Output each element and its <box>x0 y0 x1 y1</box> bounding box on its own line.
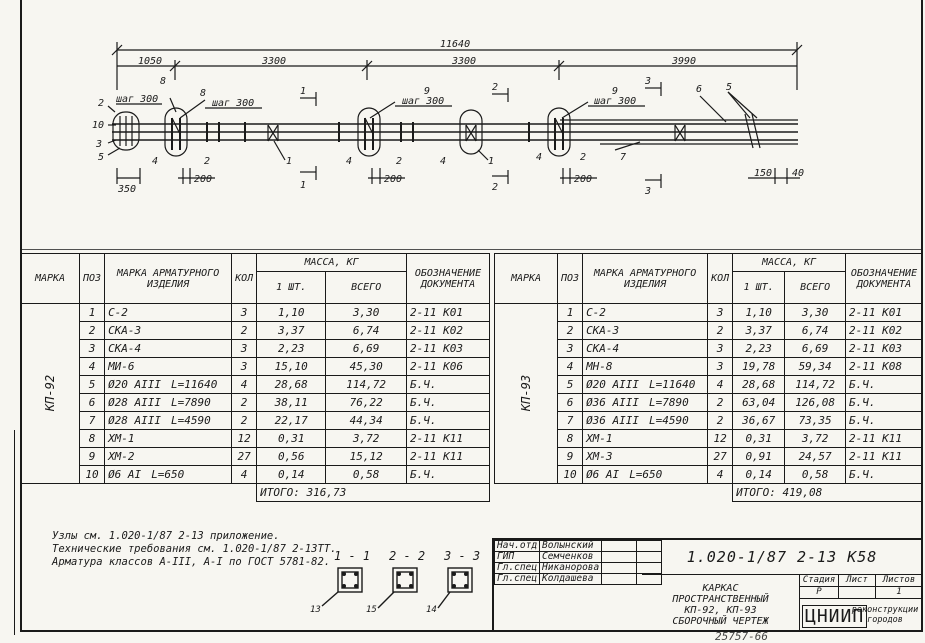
table-row: 8 ХМ-1 12 0,31 3,72 2-11 К11 <box>495 430 923 448</box>
total-kp93: ИТОГО: 419,08 <box>733 484 923 502</box>
table-row: 4 МН-8 3 19,78 59,34 2-11 К08 <box>495 358 923 376</box>
table-row: 6 Ø36 АIII L=7890 2 63,04 126,08 Б.Ч. <box>495 394 923 412</box>
col-qty: КОЛ <box>708 254 733 304</box>
signature-row: Нач.отд Волынский <box>495 541 662 552</box>
frame-mark: КП-92 <box>21 304 80 484</box>
total-kp92: ИТОГО: 316,73 <box>257 484 490 502</box>
org-name: реконструкции городов <box>851 605 919 625</box>
note-line: Арматура классов А-III, А-I по ГОСТ 5781-82. <box>52 556 331 568</box>
table-row: 3 СКА-4 3 2,23 6,69 2-11 К03 <box>495 340 923 358</box>
section-mark: 1 <box>300 180 307 191</box>
section-mark: 2 <box>492 182 499 193</box>
section-mark: 3 <box>645 76 652 87</box>
callout: 9 <box>612 86 619 97</box>
frame-mark: КП-93 <box>495 304 558 484</box>
callout: 2 <box>204 156 211 167</box>
sheet-value <box>839 587 876 599</box>
col-mass-total: ВСЕГО <box>326 272 407 304</box>
table-row: 6 Ø28 АIII L=7890 2 38,11 76,22 Б.Ч. <box>21 394 490 412</box>
cross-sections <box>300 540 490 615</box>
table-row: 7 Ø36 АIII L=4590 2 36,67 73,35 Б.Ч. <box>495 412 923 430</box>
col-mark: МАРКА <box>21 254 80 304</box>
small-dim-label: 200 <box>574 174 593 185</box>
table-row: КП-92 1 С-2 3 1,10 3,30 2-11 К01 <box>21 304 490 322</box>
dim-label: 3300 <box>262 56 287 67</box>
callout: 8 <box>160 76 167 87</box>
stage-header: Стадия <box>800 575 839 587</box>
section-label: 2 - 2 <box>389 549 426 563</box>
section-mark: 1 <box>300 86 307 97</box>
small-dim-label: 40 <box>792 168 805 179</box>
table-row: 8 ХМ-1 12 0,31 3,72 2-11 К11 <box>21 430 490 448</box>
sheets-header: Листов <box>876 575 922 587</box>
col-pos: ПОЗ <box>558 254 583 304</box>
callout: 4 <box>152 156 159 167</box>
document-code: 1.020-1/87 2-13 К58 <box>686 548 878 566</box>
col-pos: ПОЗ <box>80 254 105 304</box>
callout: 2 <box>98 98 105 109</box>
callout: 4 <box>346 156 353 167</box>
section-mark: 3 <box>645 186 652 197</box>
dim-label: 3990 <box>672 56 697 67</box>
callout: 4 <box>440 156 447 167</box>
col-mass-unit: 1 ШТ. <box>733 272 785 304</box>
table-row: 5 Ø20 АIII L=11640 4 28,68 114,72 Б.Ч. <box>495 376 923 394</box>
side-strip <box>0 430 15 635</box>
table-row: 5 Ø20 АIII L=11640 4 28,68 114,72 Б.Ч. <box>21 376 490 394</box>
org-logo: ЦНИИП <box>802 605 867 628</box>
step-label: шаг 300 <box>212 98 255 109</box>
table-row: 4 МИ-6 3 15,10 45,30 2-11 К06 <box>21 358 490 376</box>
callout: 1 <box>488 156 495 167</box>
section-label: 3 - 3 <box>444 549 481 563</box>
callout: 4 <box>536 152 543 163</box>
callout: 7 <box>620 152 627 163</box>
callout: 9 <box>424 86 431 97</box>
table-row: 2 СКА-3 2 3,37 6,74 2-11 К02 <box>495 322 923 340</box>
callout: 1 <box>286 156 293 167</box>
col-qty: КОЛ <box>232 254 257 304</box>
col-mass: МАССА, КГ <box>257 254 407 272</box>
drawing-title: КАРКАС ПРОСТРАНСТВЕННЫЙ КП-92, КП-93 СБОРОЧНЫЙ ЧЕРТЕЖ <box>642 574 800 632</box>
section-label: 1 - 1 <box>334 549 371 563</box>
small-dim-label: 200 <box>384 174 403 185</box>
dim-label: 1050 <box>138 56 163 67</box>
callout: 10 <box>92 120 105 131</box>
table-row: 10 Ø6 АI L=650 4 0,14 0,58 Б.Ч. <box>495 466 923 484</box>
step-label: шаг 300 <box>594 96 637 107</box>
small-dim-label: 350 <box>118 184 137 195</box>
section-callout: 13 <box>310 605 321 615</box>
callout: 5 <box>98 152 105 163</box>
col-item: МАРКА АРМАТУРНОГО ИЗДЕЛИЯ <box>105 254 232 304</box>
step-label: шаг 300 <box>116 94 159 105</box>
notes <box>52 530 336 569</box>
callout: 6 <box>696 84 703 95</box>
table-row: 10 Ø6 АI L=650 4 0,14 0,58 Б.Ч. <box>21 466 490 484</box>
signature-row: Гл.спец Никанорова <box>495 563 662 574</box>
small-dim-label: 200 <box>194 174 213 185</box>
col-doc: ОБОЗНАЧЕНИЕ ДОКУМЕНТА <box>846 254 923 304</box>
note-line: Технические требования см. 1.020-1/87 2-13ТТ. <box>52 543 337 555</box>
table-row: 3 СКА-4 3 2,23 6,69 2-11 К03 <box>21 340 490 358</box>
spec-table-kp93 <box>494 253 923 502</box>
callout: 3 <box>96 139 103 150</box>
sheets-value: 1 <box>876 587 922 599</box>
col-mass-total: ВСЕГО <box>785 272 846 304</box>
table-row: КП-93 1 С-2 3 1,10 3,30 2-11 К01 <box>495 304 923 322</box>
table-row: 9 ХМ-2 27 0,56 15,12 2-11 К11 <box>21 448 490 466</box>
col-item: МАРКА АРМАТУРНОГО ИЗДЕЛИЯ <box>583 254 708 304</box>
spec-table-kp92 <box>20 253 490 502</box>
callout: 2 <box>580 152 587 163</box>
note-line: Узлы см. 1.020-1/87 2-13 приложение. <box>52 530 280 542</box>
table-row: 7 Ø28 АIII L=4590 2 22,17 44,34 Б.Ч. <box>21 412 490 430</box>
col-mass-unit: 1 ШТ. <box>257 272 326 304</box>
stage-value: Р <box>800 587 839 599</box>
signatures-table <box>494 540 662 585</box>
frame-elevation-drawing <box>0 0 925 250</box>
section-mark: 2 <box>492 82 499 93</box>
title-block <box>492 538 923 632</box>
dim-label: 3300 <box>452 56 477 67</box>
table-row: 9 ХМ-3 27 0,91 24,57 2-11 К11 <box>495 448 923 466</box>
callout: 8 <box>200 88 207 99</box>
table-row: 2 СКА-3 2 3,37 6,74 2-11 К02 <box>21 322 490 340</box>
overall-dim-label: 11640 <box>440 39 471 50</box>
section-callout: 14 <box>426 605 437 615</box>
small-dim-label: 150 <box>754 168 773 179</box>
callout: 2 <box>396 156 403 167</box>
col-mark: МАРКА <box>495 254 558 304</box>
signature-row: Гл.спец Колдашева <box>495 574 662 585</box>
archive-code: 25757-66 <box>715 630 768 643</box>
signature-row: ГИП Семченков <box>495 552 662 563</box>
step-label: шаг 300 <box>402 96 445 107</box>
section-callout: 15 <box>366 605 377 615</box>
col-mass: МАССА, КГ <box>733 254 846 272</box>
stage-box <box>800 574 923 633</box>
callout: 5 <box>726 82 733 93</box>
sheet-header: Лист <box>839 575 876 587</box>
col-doc: ОБОЗНАЧЕНИЕ ДОКУМЕНТА <box>407 254 490 304</box>
